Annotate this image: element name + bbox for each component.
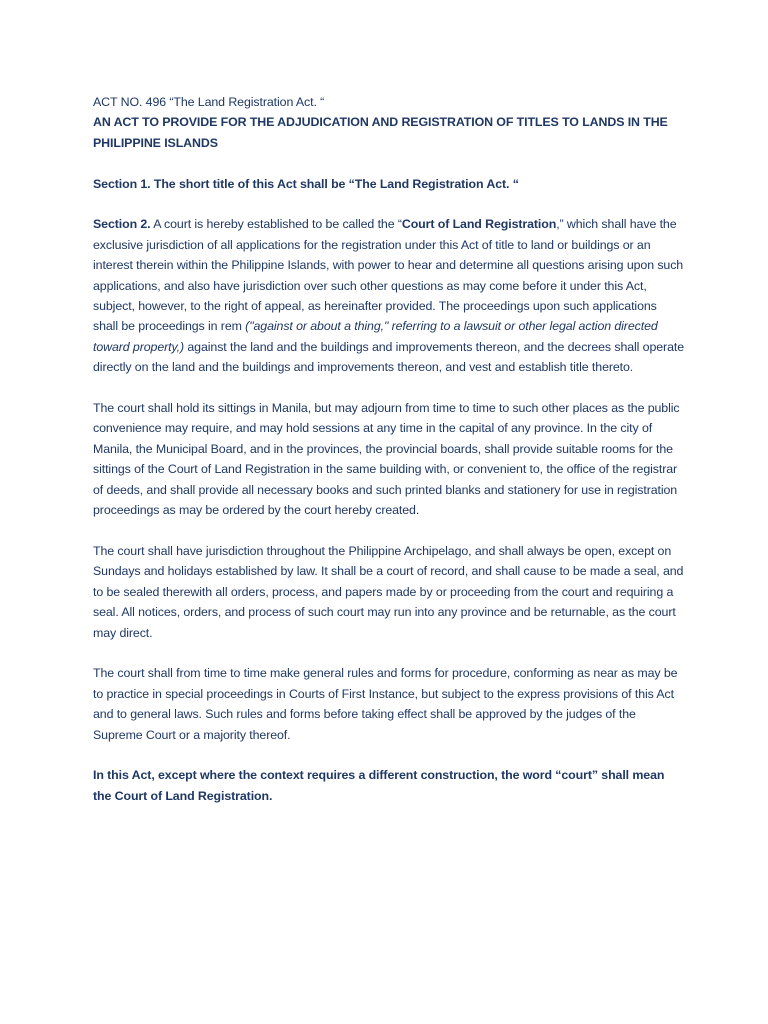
section-1: Section 1. The short title of this Act shall be “The Land Registration Act. “ <box>93 176 519 191</box>
court-name: Court of Land Registration <box>401 217 557 232</box>
paragraph-jurisdiction: The court shall have jurisdiction throughout the Philippine Archipelago, and shall always be open, except on Sundays and holidays established by law. It shall be a court of record, and shall cause to be made a seal, and to be sealed therewith all orders, process, and papers made by or proceeding from the court and requiring a seal. All notices, orders, and process of such court may run into any province and be returnable, as the court may direct. <box>93 543 684 640</box>
section-2 <box>93 214 685 377</box>
paragraph-sittings: The court shall hold its sittings in Manila, but may adjourn from time to time to such other places as the public convenience may require, and may hold sessions at any time in the capital of any province. In the city of Manila, the Municipal Board, and in the provinces, the provincial boards, shall provide suitable rooms for the sittings of the Court of Land Registration in the same building with, or convenient to, the office of the registrar of deeds, and shall provide all necessary books and such printed blanks and stationery for use in registration proceedings as may be ordered by the court hereby created. <box>93 401 680 518</box>
section-2-text-b: ,” which shall have the exclusive jurisdiction of all applications for the registration under this Act of title to land or buildings or an interest therein within the Philippine Islands, with power to hear and determine all questions arising upon such applications, and also have jurisdiction over such other questions as may come before it under this Act, subject, however, to the right of appeal, as hereinafter provided. The proceedings upon such applications shall be proceedings in rem <box>93 217 684 334</box>
spacer <box>93 378 685 398</box>
spacer <box>93 194 685 214</box>
spacer <box>93 643 685 663</box>
section-2-text-a: A court is hereby established to be called the “ <box>150 217 402 232</box>
in-rem-note: ("against or about a thing," referring to a lawsuit or other legal action directed toward property,) <box>93 319 658 354</box>
paragraph-rules: The court shall from time to time make general rules and forms for procedure, conforming as near as may be to practice in special proceedings in Courts of First Instance, but subject to the express provisions of this Act and to general laws. Such rules and forms before taking effect shall be approved by the judges of the Supreme Court or a majority thereof. <box>93 666 678 742</box>
document-page <box>93 92 685 806</box>
section-2-label: Section 2. <box>93 217 151 232</box>
act-subtitle: AN ACT TO PROVIDE FOR THE ADJUDICATION AND REGISTRATION OF TITLES TO LANDS IN THE PHILIPPINE ISLANDS <box>93 115 668 150</box>
spacer <box>93 745 685 765</box>
section-2-text-c: against the land and the buildings and improvements thereon, and the decrees shall operate directly on the land and the buildings and improvements thereon, and vest and establish title thereto. <box>93 339 684 375</box>
spacer <box>93 153 685 173</box>
spacer <box>93 520 685 540</box>
paragraph-definition: In this Act, except where the context requires a different construction, the word “court” shall mean the Court of Land Registration. <box>93 768 665 803</box>
act-title: ACT NO. 496 “The Land Registration Act. “ <box>93 95 325 109</box>
